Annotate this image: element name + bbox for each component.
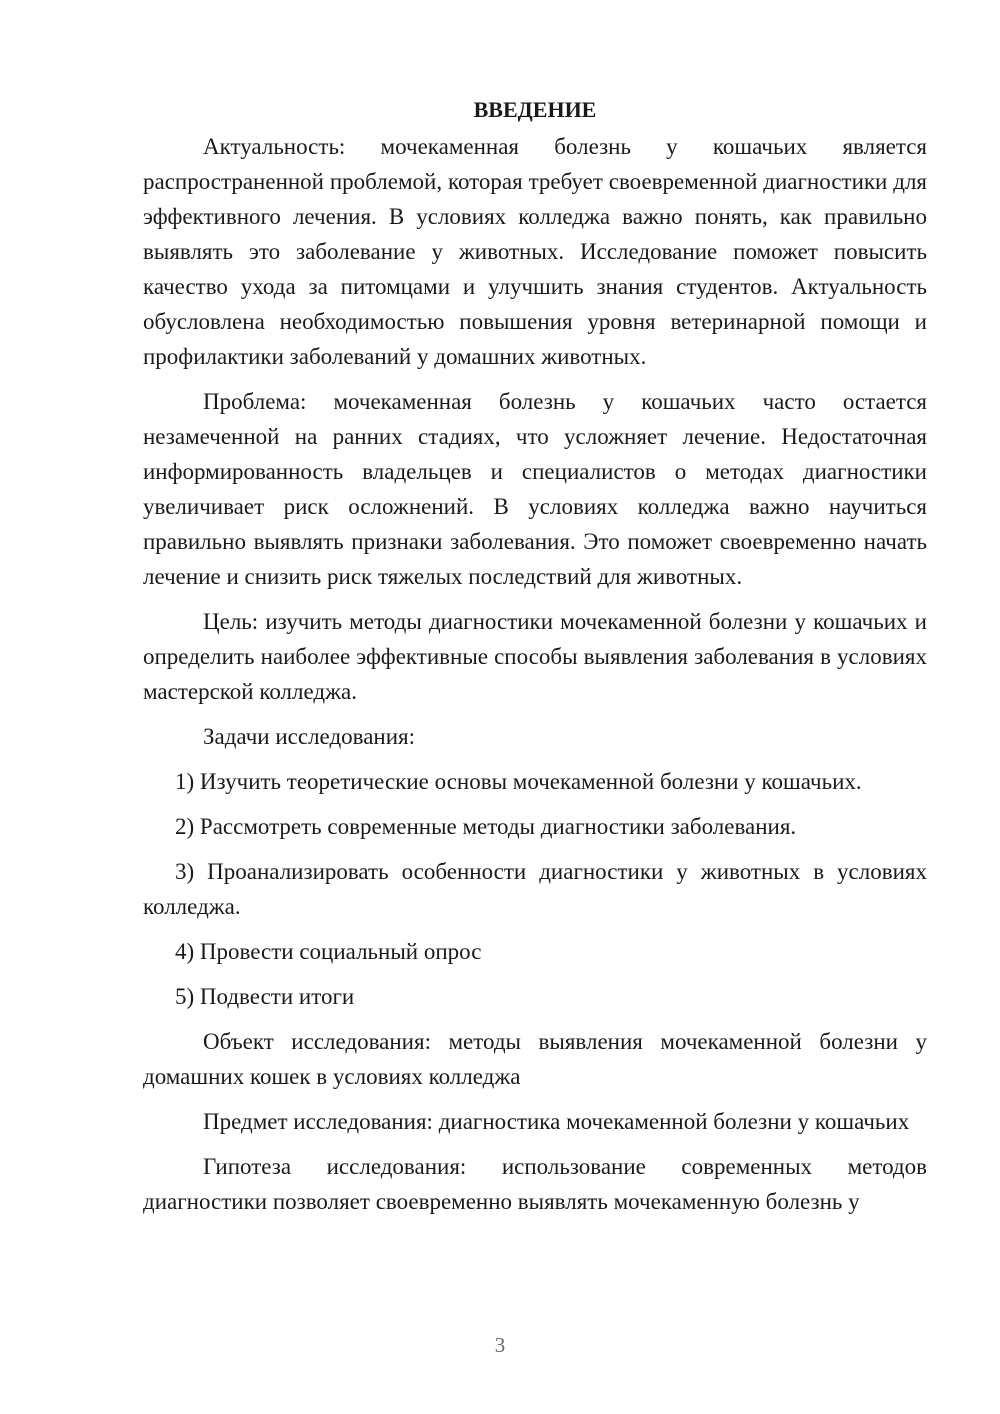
task-item: 4) Провести социальный опрос (175, 939, 482, 964)
task-item: 1) Изучить теоретические основы мочекаменной болезни у кошачьих. (175, 769, 862, 794)
document-body (143, 92, 927, 1229)
goal-paragraph: Цель: изучить методы диагностики мочекаменной болезни у кошачьих и определить наиболее эффективные способы выявления заболевания в условиях мастерской колледжа. (143, 609, 927, 704)
task-item: 5) Подвести итоги (175, 984, 355, 1009)
relevance-paragraph: Актуальность: мочекаменная болезнь у кошачьих является распространенной проблемой, которая требует своевременной диагностики для эффективного лечения. В условиях колледжа важно понять, как правильно выявлять это заболевание у животных. Исследование поможет повысить качество ухода за питомцами и улучшить знания студентов. Актуальность обусловлена необходимостью повышения уровня ветеринарной помощи и профилактики заболеваний у домашних животных. (143, 134, 927, 369)
section-title: ВВЕДЕНИЕ (473, 97, 597, 122)
problem-paragraph: Проблема: мочекаменная болезнь у кошачьих часто остается незамеченной на ранних стадиях, что усложняет лечение. Недостаточная информированность владельцев и специалистов о методах диагностики увеличивает риск осложнений. В условиях колледжа важно научиться правильно выявлять признаки заболевания. Это поможет своевременно начать лечение и снизить риск тяжелых последствий для животных. (143, 389, 927, 589)
task-item: 2) Рассмотреть современные методы диагностики заболевания. (175, 814, 797, 839)
page-number: 3 (494, 1333, 506, 1357)
task-item: 3) Проанализировать особенности диагностики у животных в условиях колледжа. (143, 859, 927, 919)
hypothesis-paragraph: Гипотеза исследования: использование современных методов диагностики позволяет своевременно выявлять мочекаменную болезнь у (143, 1154, 927, 1214)
object-paragraph: Объект исследования: методы выявления мочекаменной болезни у домашних кошек в условиях колледжа (143, 1029, 927, 1089)
tasks-heading: Задачи исследования: (203, 724, 416, 749)
subject-paragraph: Предмет исследования: диагностика мочекаменной болезни у кошачьих (203, 1109, 910, 1134)
